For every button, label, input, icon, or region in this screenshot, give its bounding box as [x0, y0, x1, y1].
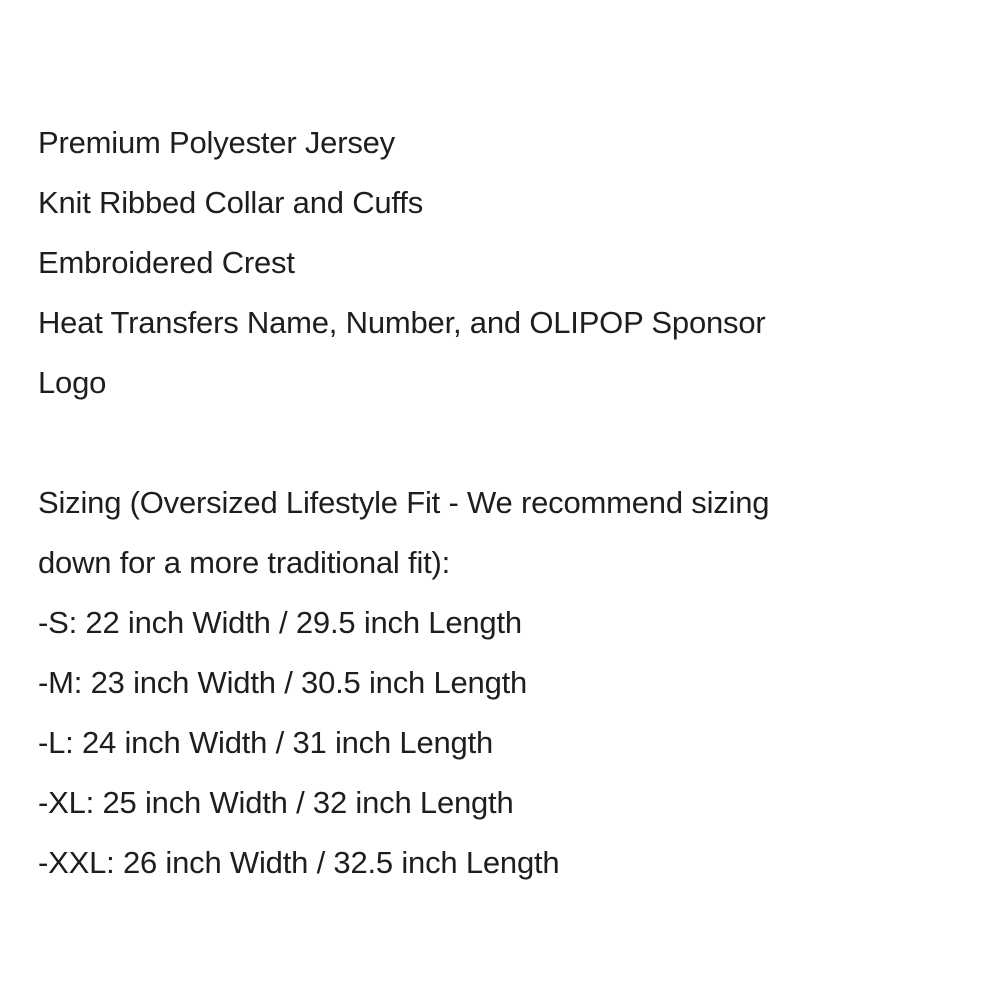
feature-line-heat-transfers: Heat Transfers Name, Number, and OLIPOP Sponsor [38, 305, 766, 340]
feature-line-logo: Logo [38, 365, 107, 400]
size-row-s: -S: 22 inch Width / 29.5 inch Length [38, 605, 522, 640]
size-row-m: -M: 23 inch Width / 30.5 inch Length [38, 665, 528, 700]
sizing-heading-line-1: Sizing (Oversized Lifestyle Fit - We recommend sizing [38, 485, 770, 520]
size-row-xl: -XL: 25 inch Width / 32 inch Length [38, 785, 514, 820]
features-list [38, 113, 1000, 413]
feature-line-material: Premium Polyester Jersey [38, 125, 395, 160]
feature-line-collar: Knit Ribbed Collar and Cuffs [38, 185, 423, 220]
feature-line-crest: Embroidered Crest [38, 245, 295, 280]
size-row-l: -L: 24 inch Width / 31 inch Length [38, 725, 494, 760]
section-spacer [38, 413, 1000, 473]
size-row-xxl: -XXL: 26 inch Width / 32.5 inch Length [38, 845, 560, 880]
sizing-heading-line-2: down for a more traditional fit): [38, 545, 451, 580]
sizing-section [38, 473, 1000, 893]
